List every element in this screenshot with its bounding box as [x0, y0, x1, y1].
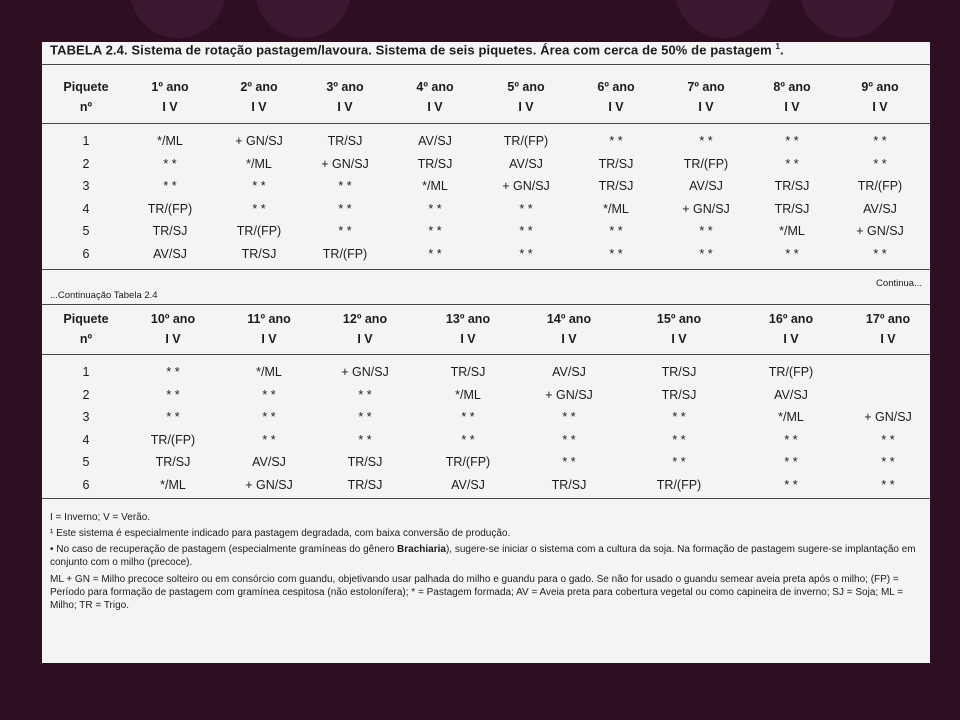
piquete-number-header: nº — [79, 100, 93, 114]
season-header: I V — [783, 332, 799, 346]
table-cell: */ML — [246, 156, 272, 171]
table-cell: TR/SJ — [661, 387, 697, 402]
table-cell: * * — [784, 455, 798, 469]
season-header: I V — [698, 100, 714, 114]
table-cell: TR/SJ — [598, 179, 634, 193]
table-cell: * * — [166, 387, 180, 402]
year-header: 5º ano — [507, 80, 545, 94]
decorative-circle — [255, 0, 351, 38]
table-cell: * * — [672, 410, 686, 424]
table-cell: * * — [873, 156, 887, 171]
table-cell: TR/(FP) — [322, 246, 368, 261]
piquete-number: 3 — [82, 179, 90, 193]
season-header: I V — [427, 100, 443, 114]
table-cell: * * — [785, 156, 799, 171]
season-header: I V — [608, 100, 624, 114]
divider — [42, 269, 930, 270]
table-cell: * * — [609, 246, 623, 261]
season-header: I V — [561, 332, 577, 346]
table-cell: * * — [262, 432, 276, 447]
year-header: 6º ano — [597, 80, 635, 94]
season-header: I V — [784, 100, 800, 114]
table-cell: * * — [338, 224, 352, 238]
table-cell: TR/SJ — [347, 477, 383, 492]
table-cell: * * — [785, 246, 799, 261]
decorative-circle — [800, 0, 896, 38]
year-header: 16º ano — [768, 312, 814, 326]
piquete-number: 2 — [82, 387, 90, 402]
table-cell: AV/SJ — [252, 455, 286, 469]
table-cell: TR/SJ — [551, 477, 587, 492]
note-genus: Brachiaria — [397, 544, 446, 555]
divider — [42, 498, 930, 499]
note-footnote-1: ¹ Este sistema é especialmente indicado para pastagem degradada, com baixa conversão de produção. — [50, 528, 511, 539]
decorative-circle — [130, 0, 226, 38]
year-header: 3º ano — [326, 80, 364, 94]
table-cell: TR/(FP) — [768, 365, 814, 379]
continuacao-label: ...Continuação Tabela 2.4 — [50, 290, 158, 301]
year-header: 4º ano — [416, 80, 454, 94]
table-title: TABELA 2.4. Sistema de rotação pastagem/lavoura. Sistema de seis piquetes. Área com cerca de 50% de pastagem $^1$. — [50, 42, 784, 58]
year-header: 15º ano — [656, 312, 702, 326]
table-cell: + GN/SJ — [235, 134, 283, 148]
table-cell: * * — [163, 179, 177, 193]
table-cell: */ML — [778, 410, 804, 424]
table-cell: * * — [873, 134, 887, 148]
piquete-number: 4 — [82, 432, 90, 447]
table-cell: TR/(FP) — [147, 201, 193, 216]
year-header: 11º ano — [247, 312, 291, 326]
piquete-number: 6 — [82, 477, 90, 492]
table-cell: * * — [881, 477, 895, 492]
table-cell: * * — [699, 134, 713, 148]
year-header: 8º ano — [773, 80, 811, 94]
table-cell: TR/SJ — [598, 156, 634, 171]
table-cell: * * — [428, 224, 442, 238]
table-cell: TR/SJ — [327, 134, 363, 148]
note-text: ), sugere-se iniciar o sistema com a cultura da soja. Na formação de pastagem sugere-se implantação em conjunto com o milho (precoce). — [50, 544, 916, 568]
table-cell: * * — [699, 224, 713, 238]
season-header: I V — [880, 332, 896, 346]
decorative-circle — [675, 0, 771, 38]
table-cell: * * — [562, 410, 576, 424]
piquete-number: 4 — [82, 201, 90, 216]
table-cell: TR/(FP) — [503, 134, 549, 148]
table-cell: * * — [672, 455, 686, 469]
table-cell: + GN/SJ — [502, 179, 550, 193]
table-cell: + GN/SJ — [682, 201, 730, 216]
table-cell: TR/(FP) — [236, 224, 282, 238]
table-cell: TR/SJ — [152, 224, 188, 238]
table-cell: * * — [166, 365, 180, 379]
season-header: I V — [337, 100, 353, 114]
table-cell: * * — [881, 455, 895, 469]
table-cell: TR/(FP) — [656, 477, 702, 492]
table-cell: TR/(FP) — [150, 432, 196, 447]
table-cell: * * — [873, 246, 887, 261]
table-cell: * * — [358, 387, 372, 402]
season-header: I V — [261, 332, 277, 346]
table-cell: * * — [252, 179, 266, 193]
season-header: I V — [162, 100, 178, 114]
note-legend: ML + GN = Milho precoce solteiro ou em consórcio com guandu, objetivando usar palhada do milho e guandu para o gado. Se não for usado o guandu semear aveia preta após o milho; (FP) = Período para formação de pastagem com gramínea cespitosa (não estolonífera); * = Pastagem formada; AV = Aveia preta para cobertura vegetal ou como capineira de inverno; SJ = Soja; ML = Milho; TR = Trigo. — [50, 574, 904, 611]
scanned-table-page — [42, 42, 930, 663]
year-header: 1º ano — [151, 80, 189, 94]
table-cell: * * — [358, 410, 372, 424]
table-cell: * * — [428, 201, 442, 216]
table-cell: AV/SJ — [451, 477, 485, 492]
piquete-number: 6 — [82, 246, 90, 261]
table-cell: * * — [609, 224, 623, 238]
table-cell: TR/SJ — [774, 179, 810, 193]
table-cell: * * — [519, 201, 533, 216]
table-cell: TR/SJ — [774, 201, 810, 216]
piquete-header: Piquete — [63, 80, 109, 94]
table-cell: * * — [338, 201, 352, 216]
table-cell: AV/SJ — [509, 156, 543, 171]
table-cell: * * — [461, 432, 475, 447]
season-header: I V — [357, 332, 373, 346]
table-cell: TR/(FP) — [683, 156, 729, 171]
table-cell: + GN/SJ — [341, 365, 389, 379]
table-cell: * * — [461, 410, 475, 424]
table-cell: */ML — [160, 477, 186, 492]
table-cell: AV/SJ — [689, 179, 723, 193]
table-cell: TR/SJ — [347, 455, 383, 469]
note-text: • No caso de recuperação de pastagem (especialmente gramíneas do gênero — [50, 544, 395, 555]
table-cell: * * — [785, 134, 799, 148]
season-header: I V — [165, 332, 181, 346]
year-header: 7º ano — [687, 80, 725, 94]
piquete-number: 1 — [82, 134, 90, 148]
divider — [42, 64, 930, 65]
table-cell: + GN/SJ — [321, 156, 369, 171]
table-cell: AV/SJ — [774, 387, 808, 402]
table-cell: TR/(FP) — [857, 179, 903, 193]
divider — [42, 304, 930, 305]
table-cell: * * — [262, 410, 276, 424]
year-header: 17º ano — [865, 312, 911, 326]
continua-label: Continua... — [876, 278, 922, 289]
table-cell: * * — [562, 455, 576, 469]
year-header: 13º ano — [445, 312, 491, 326]
table-cell: TR/SJ — [450, 365, 486, 379]
table-cell: * * — [562, 432, 576, 447]
table-cell: * * — [428, 246, 442, 261]
divider — [42, 354, 930, 355]
table-cell: + GN/SJ — [245, 477, 293, 492]
title-text: TABELA 2.4. Sistema de rotação pastagem/lavoura. Sistema de seis piquetes. Área com cerca de 50% de pastagem — [50, 42, 772, 58]
table-cell: * * — [609, 134, 623, 148]
piquete-number: 5 — [82, 455, 90, 469]
table-cell: * * — [519, 224, 533, 238]
table-cell: AV/SJ — [153, 246, 187, 261]
table-cell: * * — [784, 432, 798, 447]
season-header: I V — [872, 100, 888, 114]
year-header: 2º ano — [240, 80, 278, 94]
table-cell: * * — [252, 201, 266, 216]
title-footnote-mark: 1 — [775, 42, 781, 51]
table-cell: */ML — [422, 179, 448, 193]
divider — [42, 123, 930, 124]
table-cell: * * — [358, 432, 372, 447]
table-cell: * * — [166, 410, 180, 424]
table-cell: * * — [262, 387, 276, 402]
table-cell: TR/SJ — [417, 156, 453, 171]
year-header: 14º ano — [546, 312, 592, 326]
year-header: 9º ano — [861, 80, 899, 94]
table-cell: + GN/SJ — [864, 410, 912, 424]
table-cell: TR/SJ — [241, 246, 277, 261]
piquete-number: 1 — [82, 365, 90, 379]
table-cell: AV/SJ — [418, 134, 452, 148]
table-cell: TR/SJ — [155, 455, 191, 469]
table-cell: AV/SJ — [863, 201, 897, 216]
table-cell: TR/(FP) — [445, 455, 491, 469]
table-cell: * * — [163, 156, 177, 171]
table-cell: * * — [338, 179, 352, 193]
year-header: 10º ano — [150, 312, 196, 326]
table-cell: * * — [784, 477, 798, 492]
note-seasons: I = Inverno; V = Verão. — [50, 512, 151, 523]
piquete-number: 2 — [82, 156, 90, 171]
table-cell: TR/SJ — [661, 365, 697, 379]
year-header: 12º ano — [342, 312, 388, 326]
table-cell: * * — [881, 432, 895, 447]
piquete-header: Piquete — [63, 312, 109, 326]
table-cell: * * — [672, 432, 686, 447]
table-cell: */ML — [779, 224, 805, 238]
table-cell: */ML — [455, 387, 481, 402]
piquete-number: 5 — [82, 224, 90, 238]
piquete-number: 3 — [82, 410, 90, 424]
table-cell: */ML — [157, 134, 183, 148]
table-cell: */ML — [603, 201, 629, 216]
table-cell: */ML — [256, 365, 282, 379]
table-cell: * * — [519, 246, 533, 261]
season-header: I V — [460, 332, 476, 346]
piquete-number-header: nº — [79, 332, 93, 346]
table-cell: + GN/SJ — [856, 224, 904, 238]
season-header: I V — [518, 100, 534, 114]
table-cell: * * — [699, 246, 713, 261]
table-cell: + GN/SJ — [545, 387, 593, 402]
table-cell: AV/SJ — [552, 365, 586, 379]
season-header: I V — [251, 100, 267, 114]
season-header: I V — [671, 332, 687, 346]
note-brachiaria — [50, 543, 918, 569]
